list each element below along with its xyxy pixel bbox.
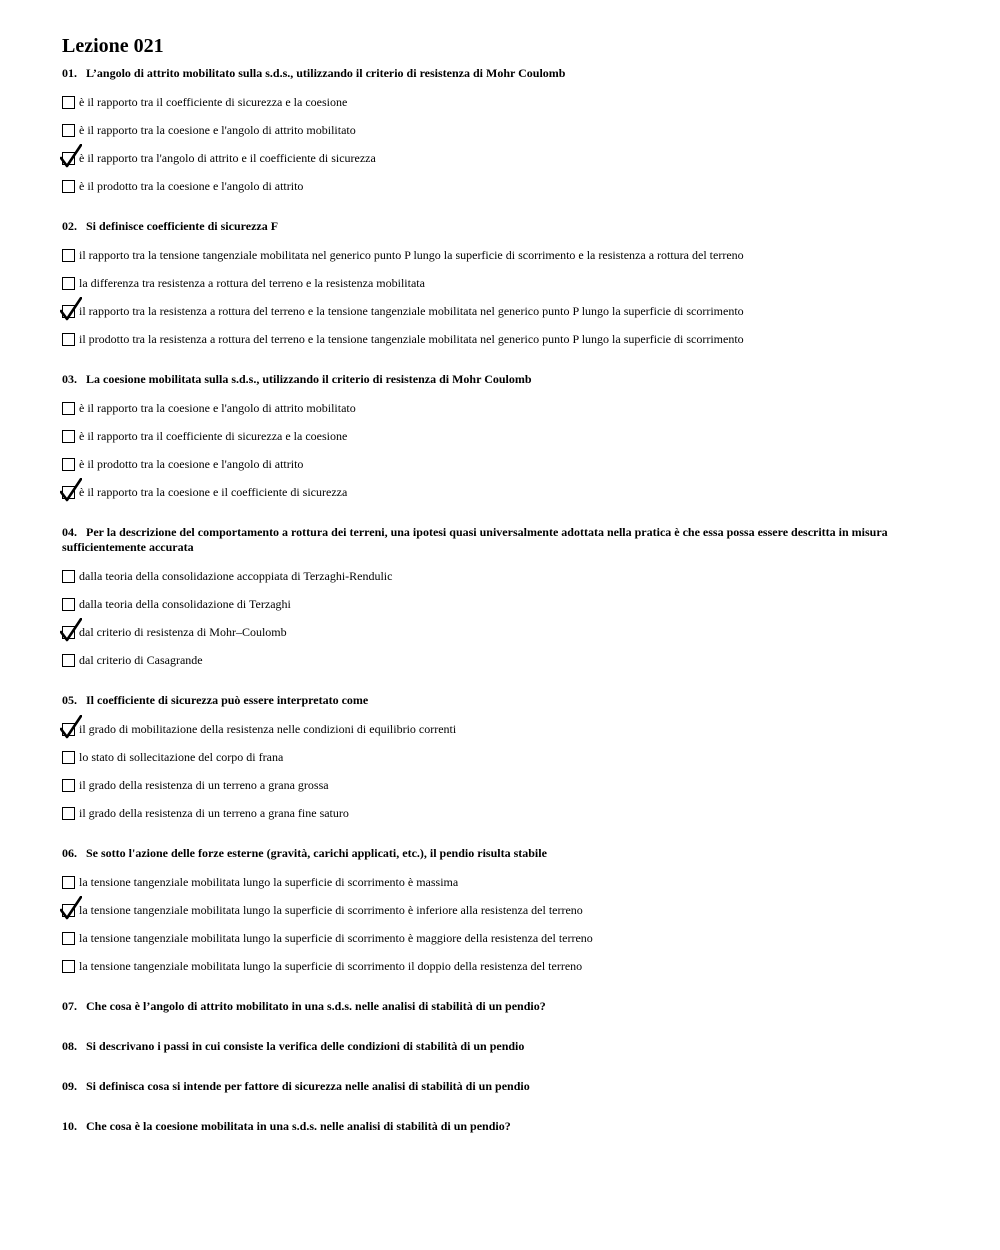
answer-option-label: è il prodotto tra la coesione e l'angolo di attrito [79, 178, 304, 193]
question-heading [62, 372, 942, 387]
question-heading [62, 846, 942, 861]
checkbox[interactable] [62, 333, 75, 346]
question-block [62, 66, 942, 200]
checkbox[interactable] [62, 96, 75, 109]
answer-option[interactable] [62, 144, 942, 172]
checkmark-icon [60, 896, 82, 920]
answer-option[interactable] [62, 116, 942, 144]
answer-option[interactable] [62, 771, 942, 799]
question-block [62, 525, 942, 674]
answer-option[interactable] [62, 590, 942, 618]
checkbox[interactable] [62, 249, 75, 262]
checked-checkbox[interactable] [62, 626, 75, 639]
open-question [62, 999, 942, 1014]
answer-option[interactable] [62, 952, 942, 980]
checkbox[interactable] [62, 430, 75, 443]
checkbox[interactable] [62, 932, 75, 945]
answer-option-label: lo stato di sollecitazione del corpo di frana [79, 749, 284, 764]
checkbox[interactable] [62, 402, 75, 415]
checkbox[interactable] [62, 180, 75, 193]
answer-option-label: la tensione tangenziale mobilitata lungo la superficie di scorrimento il doppio della resistenza del terreno [79, 958, 583, 973]
answer-option[interactable] [62, 715, 942, 743]
checked-checkbox[interactable] [62, 305, 75, 318]
question-number: 07. [62, 999, 77, 1013]
answer-option-label: dalla teoria della consolidazione di Terzaghi [79, 596, 291, 611]
question-block [62, 846, 942, 980]
question-number: 09. [62, 1079, 77, 1093]
checkbox[interactable] [62, 570, 75, 583]
answer-option-label: la differenza tra resistenza a rottura del terreno e la resistenza mobilitata [79, 275, 425, 290]
answer-option-label: la tensione tangenziale mobilitata lungo la superficie di scorrimento è inferiore alla resistenza del terreno [79, 902, 583, 917]
question-text: Per la descrizione del comportamento a rottura dei terreni, una ipotesi quasi universalmente adottata nella pratica è che essa possa essere descritta in misura sufficientemente accurata [62, 525, 888, 554]
answer-option-label: è il rapporto tra il coefficiente di sicurezza e la coesione [79, 428, 348, 443]
answer-option-label: dal criterio di Casagrande [79, 652, 203, 667]
checked-checkbox[interactable] [62, 152, 75, 165]
question-text: Il coefficiente di sicurezza può essere interpretato come [86, 693, 369, 707]
answer-option[interactable] [62, 88, 942, 116]
answer-option[interactable] [62, 618, 942, 646]
answer-option-label: il prodotto tra la resistenza a rottura del terreno e la tensione tangenziale mobilitata nel generico punto P lungo la superficie di scorrimento [79, 331, 744, 346]
checkbox[interactable] [62, 458, 75, 471]
question-heading [62, 66, 942, 81]
question-number: 02. [62, 219, 77, 233]
question-block [62, 219, 942, 353]
checkmark-icon [60, 715, 82, 739]
question-text: L’angolo di attrito mobilitato sulla s.d.s., utilizzando il criterio di resistenza di Mohr Coulomb [86, 66, 566, 80]
answer-option-label: la tensione tangenziale mobilitata lungo la superficie di scorrimento è maggiore della resistenza del terreno [79, 930, 593, 945]
page-title: Lezione 021 [62, 35, 164, 57]
answer-option[interactable] [62, 562, 942, 590]
question-text: Si definisca cosa si intende per fattore di sicurezza nelle analisi di stabilità di un pendio [86, 1079, 530, 1093]
answer-option[interactable] [62, 743, 942, 771]
checkmark-icon [60, 478, 82, 502]
document-page [62, 34, 942, 1159]
question-text: Si definisce coefficiente di sicurezza F [86, 219, 279, 233]
answer-option[interactable] [62, 450, 942, 478]
answer-option-label: la tensione tangenziale mobilitata lungo la superficie di scorrimento è massima [79, 874, 459, 889]
answer-option[interactable] [62, 269, 942, 297]
checkbox[interactable] [62, 807, 75, 820]
checkbox[interactable] [62, 598, 75, 611]
question-number: 04. [62, 525, 77, 539]
answer-option-label: dalla teoria della consolidazione accoppiata di Terzaghi-Rendulic [79, 568, 393, 583]
question-number: 08. [62, 1039, 77, 1053]
answer-option[interactable] [62, 325, 942, 353]
checked-checkbox[interactable] [62, 486, 75, 499]
answer-option[interactable] [62, 646, 942, 674]
answer-option[interactable] [62, 478, 942, 506]
answer-option-label: è il rapporto tra la coesione e l'angolo di attrito mobilitato [79, 122, 356, 137]
answer-option[interactable] [62, 297, 942, 325]
answer-option[interactable] [62, 422, 942, 450]
answer-option-label: è il rapporto tra la coesione e l'angolo di attrito mobilitato [79, 400, 356, 415]
answer-option-label: il grado di mobilitazione della resistenza nelle condizioni di equilibrio correnti [79, 721, 457, 736]
answer-option-label: è il rapporto tra l'angolo di attrito e il coefficiente di sicurezza [79, 150, 376, 165]
question-list [62, 66, 942, 980]
checkbox[interactable] [62, 876, 75, 889]
question-number: 01. [62, 66, 77, 80]
question-text: La coesione mobilitata sulla s.d.s., utilizzando il criterio di resistenza di Mohr Coulomb [86, 372, 532, 386]
checkmark-icon [60, 144, 82, 168]
answer-option[interactable] [62, 868, 942, 896]
checkbox[interactable] [62, 277, 75, 290]
question-heading [62, 693, 942, 708]
answer-option[interactable] [62, 241, 942, 269]
question-text: Se sotto l'azione delle forze esterne (gravità, carichi applicati, etc.), il pendio risulta stabile [86, 846, 547, 860]
question-block [62, 372, 942, 506]
checkmark-icon [60, 618, 82, 642]
question-number: 10. [62, 1119, 77, 1133]
question-heading [62, 525, 942, 555]
answer-option[interactable] [62, 896, 942, 924]
answer-option-label: è il rapporto tra la coesione e il coefficiente di sicurezza [79, 484, 348, 499]
answer-option[interactable] [62, 172, 942, 200]
checkmark-icon [60, 297, 82, 321]
checkbox[interactable] [62, 124, 75, 137]
question-number: 05. [62, 693, 77, 707]
question-number: 03. [62, 372, 77, 386]
answer-option-label: è il prodotto tra la coesione e l'angolo di attrito [79, 456, 304, 471]
open-question-list [62, 999, 942, 1134]
answer-option-label: il grado della resistenza di un terreno a grana grossa [79, 777, 329, 792]
answer-option[interactable] [62, 924, 942, 952]
open-question [62, 1119, 942, 1134]
answer-option-label: il rapporto tra la resistenza a rottura del terreno e la tensione tangenziale mobilitata nel generico punto P lungo la superficie di scorrimento [79, 303, 744, 318]
question-number: 06. [62, 846, 77, 860]
question-text: Che cosa è la coesione mobilitata in una s.d.s. nelle analisi di stabilità di un pendio? [86, 1119, 511, 1133]
question-text: Che cosa è l’angolo di attrito mobilitato in una s.d.s. nelle analisi di stabilità di un pendio? [86, 999, 546, 1013]
question-heading [62, 219, 942, 234]
question-block [62, 693, 942, 827]
checkbox[interactable] [62, 751, 75, 764]
checkbox[interactable] [62, 779, 75, 792]
answer-option[interactable] [62, 394, 942, 422]
checkbox[interactable] [62, 960, 75, 973]
open-question [62, 1039, 942, 1054]
answer-option-label: il grado della resistenza di un terreno a grana fine saturo [79, 805, 349, 820]
answer-option[interactable] [62, 799, 942, 827]
checked-checkbox[interactable] [62, 723, 75, 736]
checked-checkbox[interactable] [62, 904, 75, 917]
open-question [62, 1079, 942, 1094]
answer-option-label: dal criterio di resistenza di Mohr–Coulomb [79, 624, 287, 639]
answer-option-label: il rapporto tra la tensione tangenziale mobilitata nel generico punto P lungo la superficie di scorrimento e la resistenza a rottura del terreno [79, 247, 744, 262]
answer-option-label: è il rapporto tra il coefficiente di sicurezza e la coesione [79, 94, 348, 109]
checkbox[interactable] [62, 654, 75, 667]
question-text: Si descrivano i passi in cui consiste la verifica delle condizioni di stabilità di un pendio [86, 1039, 525, 1053]
